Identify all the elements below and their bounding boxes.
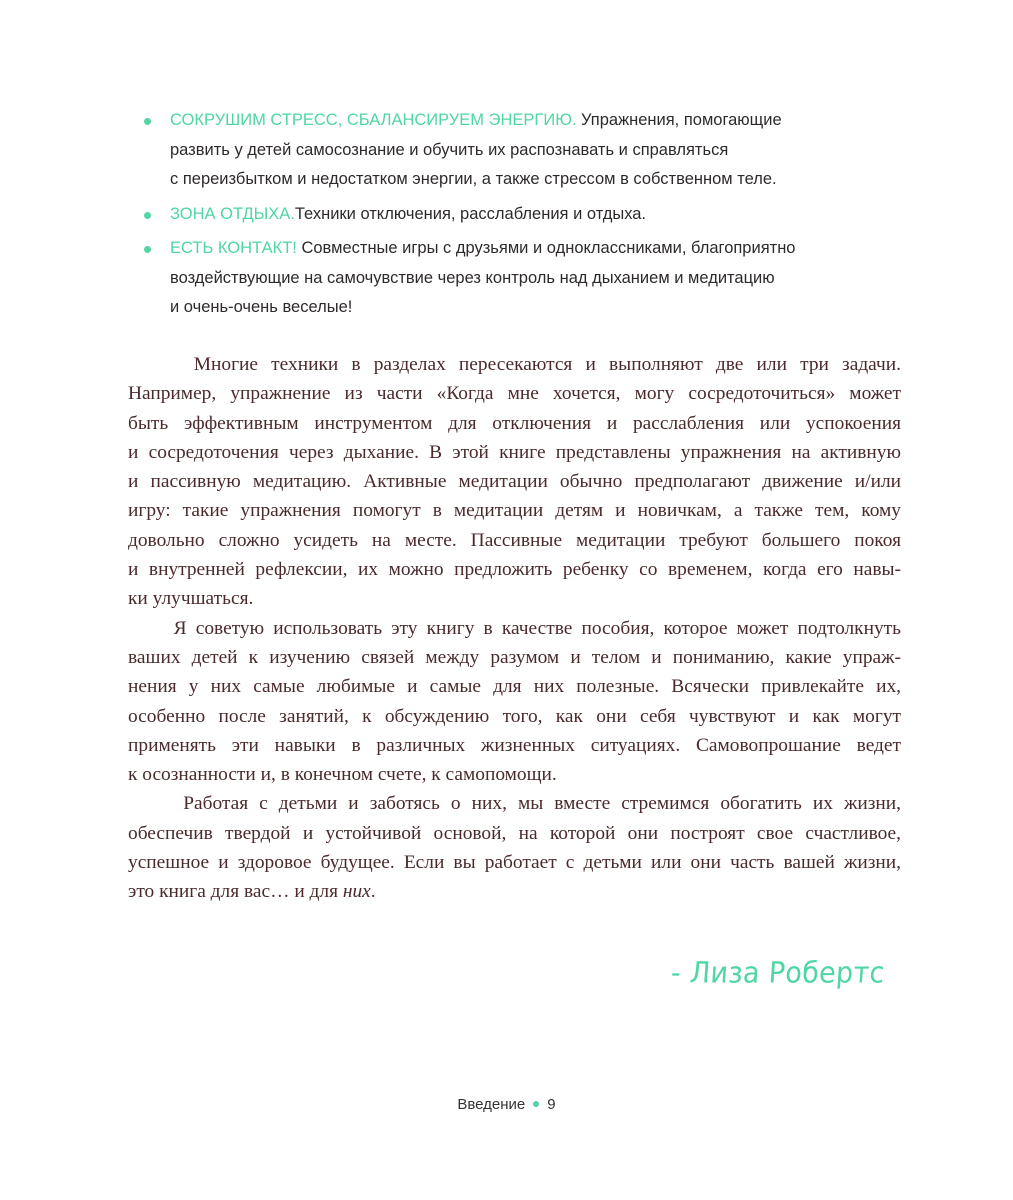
author-signature: - Лиза Робертс <box>669 956 886 991</box>
bullet-text-line: Упражнения, помогающие <box>576 111 782 129</box>
paragraph-line: Многие техники в разделах пересекаются и выполняют две или три задачи. <box>128 354 901 375</box>
page-number: 9 <box>547 1096 556 1113</box>
paragraph-line: Работая с детьми и заботясь о них, мы вместе стремимся обогатить их жизни, <box>128 793 901 815</box>
bullet-item-contact <box>142 234 882 323</box>
bullet-list <box>142 106 882 328</box>
paragraph-line <box>128 877 901 906</box>
bullet-text-line: и очень-очень веселые! <box>170 298 353 316</box>
paragraph-line: ваших детей к изучению связей между разумом и телом и пониманию, какие упраж- <box>128 646 901 668</box>
paragraph-line: игру: такие упражнения помогут в медитации детям и новичкам, а также тем, кому <box>128 500 901 522</box>
paragraph-line: применять эти навыки в различных жизненных ситуациях. Самовопрошание ведет <box>128 734 901 756</box>
bullet-heading: ЗОНА ОТДЫХА. <box>170 204 295 223</box>
body-text <box>128 350 901 907</box>
paragraph-line: и пассивную медитацию. Активные медитации обычно предполагают движение и/или <box>128 471 901 493</box>
bullet-dot-icon <box>144 118 151 125</box>
bullet-heading: ЕСТЬ КОНТАКТ! <box>170 239 297 257</box>
paragraph-line: Я советую использовать эту книгу в качестве пособия, которое может подтолкнуть <box>128 617 901 639</box>
bullet-dot-icon <box>144 212 151 219</box>
paragraph-line: особенно после занятий, к обсуждению того, как они себя чувствуют и как могут <box>128 705 901 727</box>
paragraph-line: обеспечив твердой и устойчивой основой, на которой они построят свое счастливое, <box>128 822 901 844</box>
bullet-text-line: воздействующие на самочувствие через контроль над дыханием и медитацию <box>170 268 775 287</box>
paragraph-line: довольно сложно усидеть на месте. Пассивные медитации требуют большего покоя <box>128 529 901 551</box>
bullet-text-line: Совместные игры с друзьями и одноклассниками, благоприятно <box>296 239 796 257</box>
paragraph-line: ки улучшаться. <box>128 588 254 610</box>
bullet-item-rest-zone <box>142 200 882 230</box>
paragraph-line: и сосредоточения через дыхание. В этой книге представлены упражнения на активную <box>128 441 901 463</box>
footer-section-title: Введение <box>457 1096 526 1113</box>
footer-dot-icon <box>533 1101 539 1107</box>
paragraph-line: к осознанности и, в конечном счете, к самопомощи. <box>128 764 557 786</box>
paragraph-line: Например, упражнение из части «Когда мне хочется, могу сосредоточиться» может <box>128 383 901 405</box>
paragraph-line: и внутренней рефлексии, их можно предложить ребенку со временем, когда его навы- <box>128 559 901 581</box>
bullet-dot-icon <box>144 246 151 253</box>
page-footer <box>0 1096 1013 1113</box>
paragraph-advice <box>128 614 901 790</box>
paragraph-techniques <box>128 350 901 614</box>
bullet-heading: СОКРУШИМ СТРЕСС, СБАЛАНСИРУЕМ ЭНЕРГИЮ. <box>170 111 577 129</box>
paragraph-closing <box>128 789 901 906</box>
bullet-text-line: Техники отключения, расслабления и отдыха. <box>294 204 647 223</box>
bullet-item-stress <box>142 106 882 195</box>
paragraph-line: нения у них самые любимые и самые для них полезные. Всячески привлекайте их, <box>128 676 901 698</box>
closing-period: . <box>370 881 376 903</box>
bullet-text-line: развить у детей самосознание и обучить их распознавать и справляться <box>170 140 729 159</box>
closing-emphasis: них <box>342 881 371 903</box>
paragraph-line: успешное и здоровое будущее. Если вы работает с детьми или они часть вашей жизни, <box>128 852 901 874</box>
closing-text: это книга для вас… и для <box>128 881 343 903</box>
paragraph-line: быть эффективным инструментом для отключения и расслабления или успокоения <box>128 412 901 434</box>
bullet-text-line: с переизбытком и недостатком энергии, а также стрессом в собственном теле. <box>170 170 777 188</box>
